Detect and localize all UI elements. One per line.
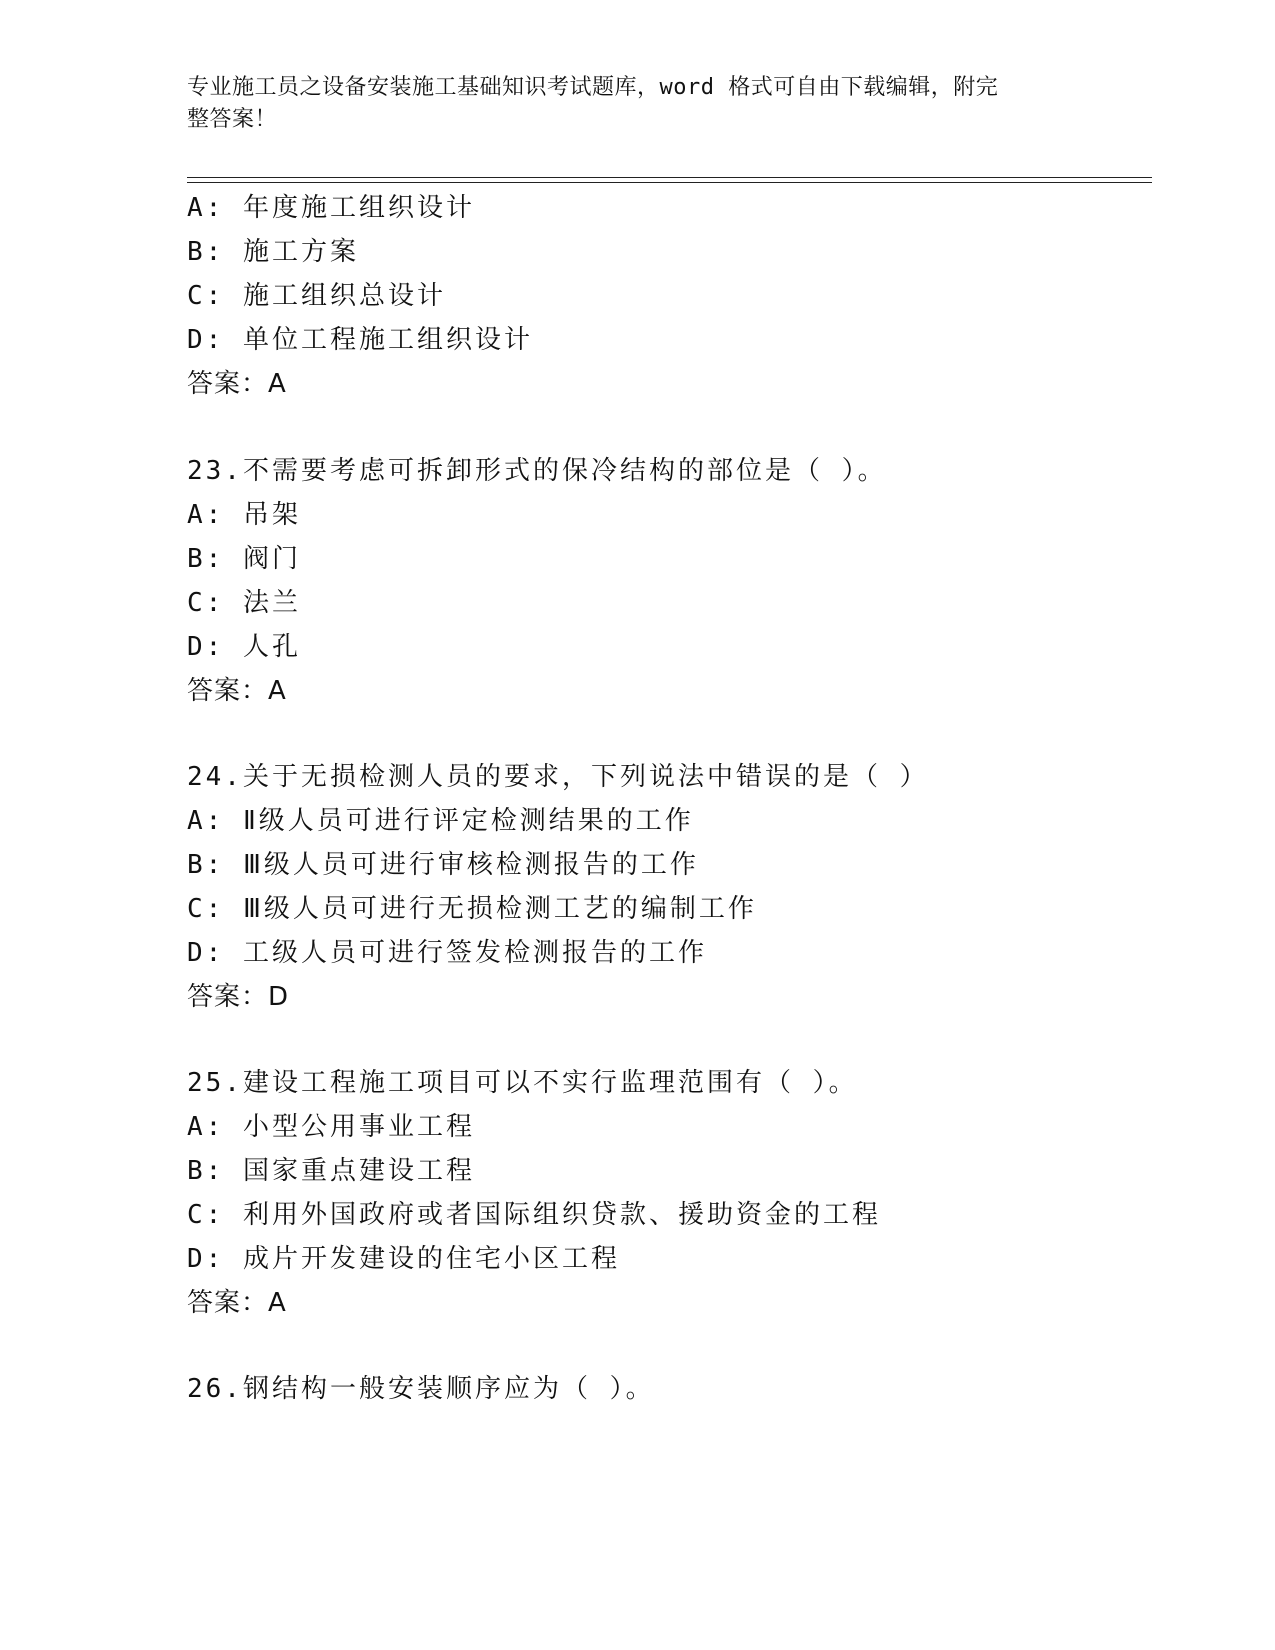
q23-option-d: D: 人孔	[187, 632, 301, 662]
q22-option-c: C: 施工组织总设计	[187, 281, 446, 311]
q24-option-d: D: 工级人员可进行签发检测报告的工作	[187, 938, 707, 968]
q25-option-d: D: 成片开发建设的住宅小区工程	[187, 1244, 620, 1274]
q24-option-b: B: Ⅲ级人员可进行审核检测报告的工作	[187, 850, 699, 880]
header-line-2: 整答案！	[187, 107, 278, 132]
q25-question: 25.建设工程施工项目可以不实行监理范围有（ ）。	[187, 1068, 858, 1098]
header-divider-top	[187, 177, 1152, 178]
q25-option-b: B: 国家重点建设工程	[187, 1156, 475, 1186]
q25-option-c: C: 利用外国政府或者国际组织贷款、援助资金的工程	[187, 1200, 881, 1230]
q25-option-a: A: 小型公用事业工程	[187, 1112, 475, 1142]
q24-answer: 答案：D	[187, 982, 290, 1012]
header-line-1: 专业施工员之设备安装施工基础知识考试题库，word 格式可自由下载编辑，附完	[187, 75, 999, 100]
q23-option-c: C: 法兰	[187, 588, 301, 618]
q26-question: 26.钢结构一般安装顺序应为（ ）。	[187, 1374, 655, 1404]
q23-option-a: A: 吊架	[187, 500, 301, 530]
q22-answer: 答案：A	[187, 369, 287, 399]
header-divider-bottom	[187, 182, 1152, 183]
q22-option-b: B: 施工方案	[187, 237, 359, 267]
q24-option-a: A: Ⅱ级人员可进行评定检测结果的工作	[187, 806, 694, 836]
document-header	[187, 72, 1087, 136]
q23-option-b: B: 阀门	[187, 544, 301, 574]
q23-answer: 答案：A	[187, 676, 287, 706]
q22-option-d: D: 单位工程施工组织设计	[187, 325, 533, 355]
q24-question: 24.关于无损检测人员的要求，下列说法中错误的是（ ）	[187, 762, 929, 792]
q25-answer: 答案：A	[187, 1288, 287, 1318]
q24-option-c: C: Ⅲ级人员可进行无损检测工艺的编制工作	[187, 894, 757, 924]
q22-option-a: A: 年度施工组织设计	[187, 193, 475, 223]
q23-question: 23.不需要考虑可拆卸形式的保冷结构的部位是（ ）。	[187, 456, 887, 486]
